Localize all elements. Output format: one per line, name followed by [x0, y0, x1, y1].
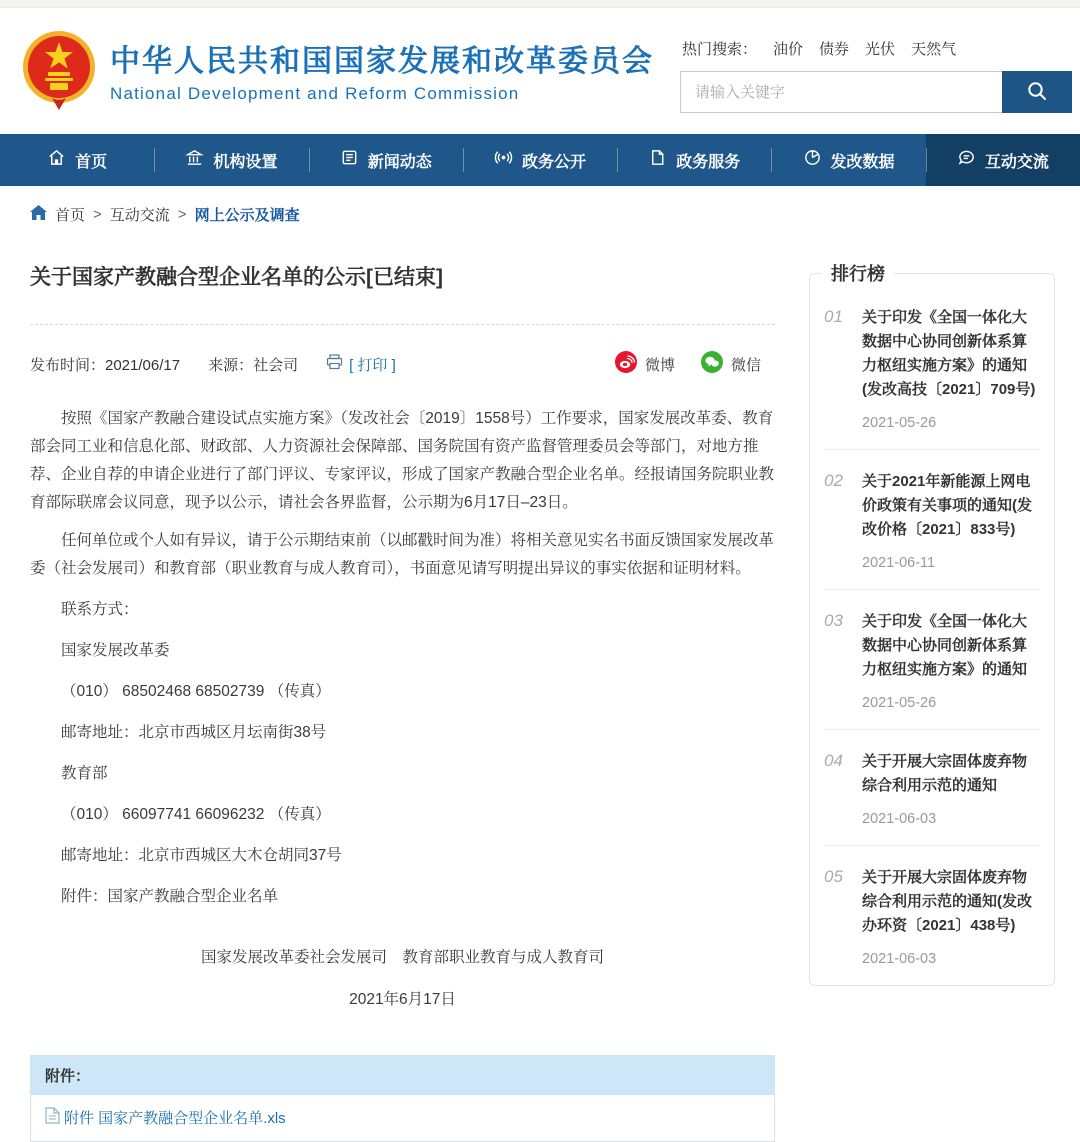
hot-term-pv[interactable]: 光伏 [865, 41, 896, 58]
share-weibo-label: 微博 [644, 356, 675, 374]
paragraph: 按照《国家产教融合建设试点实施方案》（发改社会〔2019〕1558号）工作要求，国家发展改革委、教育部会同工业和信息化部、财政部、人力资源社会保障部、国务院国有资产监督管理委员会等部门，对地方推荐、企业自荐的申请企业进行了部门评议、专家评议，形成了国家产教融合型企业名单。经报请国务院职业教育部际联席会议同意，现予以公示，请社会各界监督，公示期为6月17日–23日。 [30, 410, 775, 512]
rank-number: 04 [824, 751, 843, 770]
nav-label: 新闻动态 [367, 153, 432, 171]
nav-label: 政务公开 [521, 153, 586, 171]
attachment-link-label[interactable]: 附件 国家产教融合型企业名单.xls [64, 1110, 286, 1128]
print-icon [326, 354, 343, 374]
title-divider [30, 324, 775, 325]
contact-line: 附件：国家产教融合型企业名单 [61, 888, 279, 906]
list-item[interactable] [824, 846, 1040, 985]
print-link-label[interactable]: [ 打印 ] [349, 356, 396, 374]
rank-number: 02 [824, 471, 843, 490]
contact-line: 邮寄地址：北京市西城区大木仓胡同37号 [61, 847, 342, 865]
hot-term-oil[interactable]: 油价 [773, 41, 804, 58]
paragraph: 任何单位或个人如有异议，请于公示期结束前（以邮戳时间为准）将相关意见实名书面反馈国家发展改革委（社会发展司）和教育部（职业教育与成人教育司），书面意见请写明提出异议的事实依据和证明材料。 [30, 532, 775, 578]
rank-number: 01 [824, 307, 843, 326]
hot-term-bond[interactable]: 债券 [819, 41, 850, 58]
contact-line: 国家发展改革委 [61, 642, 170, 660]
contact-line: 联系方式： [61, 601, 139, 619]
rank-item-date: 2021-06-03 [862, 811, 937, 827]
breadcrumb-separator: > [93, 206, 102, 223]
top-strip [0, 0, 1080, 8]
nav-label: 发改数据 [830, 153, 895, 171]
file-icon [45, 1107, 60, 1128]
nav-label: 互动交流 [984, 153, 1049, 171]
share-wechat[interactable] [701, 351, 761, 377]
ranking-box [809, 264, 1055, 986]
rank-item-date: 2021-05-26 [862, 695, 937, 711]
share-wechat-label: 微信 [730, 356, 761, 374]
weibo-icon [615, 351, 637, 377]
rank-item-date: 2021-06-03 [862, 951, 937, 967]
broadcast-icon [494, 148, 513, 172]
share-group [615, 351, 775, 377]
rank-number: 03 [824, 611, 843, 630]
nav-item-gov-disclosure[interactable] [463, 134, 617, 186]
list-item[interactable] [824, 450, 1040, 590]
nav-label: 机构设置 [213, 153, 278, 171]
chat-icon [957, 148, 976, 172]
nav-label: 政务服务 [676, 153, 741, 171]
nav-item-home[interactable] [0, 134, 154, 186]
signature-date: 2021年6月17日 [349, 991, 456, 1009]
rank-item-date: 2021-06-11 [862, 555, 936, 571]
pie-chart-icon [803, 148, 822, 172]
rank-item-title[interactable]: 关于印发《全国一体化大数据中心协同创新体系算力枢纽实施方案》的通知(发改高技〔2021〕709号) [862, 309, 1036, 398]
site-title-en: National Development and Reform Commission [110, 84, 520, 103]
site-header [0, 8, 1080, 134]
signature: 国家发展改革委社会发展司 教育部职业教育与成人教育司 [200, 949, 604, 967]
page-title: 关于国家产教融合型企业名单的公示[已结束] [30, 266, 443, 289]
nav-label: 首页 [75, 153, 108, 171]
rank-item-title[interactable]: 关于开展大宗固体废弃物综合利用示范的通知(发改办环资〔2021〕438号) [862, 869, 1032, 934]
search-input[interactable] [680, 71, 1002, 113]
nav-item-organization[interactable] [154, 134, 308, 186]
print-action[interactable] [326, 354, 396, 375]
rank-item-title[interactable]: 关于印发《全国一体化大数据中心协同创新体系算力枢纽实施方案》的通知 [862, 613, 1028, 678]
breadcrumb-home-icon [30, 205, 47, 224]
institution-icon [185, 148, 204, 172]
list-item[interactable] [824, 730, 1040, 846]
share-weibo[interactable] [615, 351, 675, 377]
breadcrumb-separator: > [177, 206, 187, 223]
hot-search-label: 热门搜索： [682, 41, 758, 58]
rank-item-date: 2021-05-26 [862, 415, 937, 431]
hot-term-gas[interactable]: 天然气 [911, 41, 957, 58]
rank-item-title[interactable]: 关于2021年新能源上网电价政策有关事项的通知(发改价格〔2021〕833号) [862, 473, 1032, 538]
wechat-icon [701, 351, 723, 377]
breadcrumb-item-home[interactable]: 首页 [55, 207, 86, 224]
nav-item-gov-services[interactable] [617, 134, 771, 186]
contact-line: （010） 68502468 68502739 （传真） [61, 683, 331, 701]
breadcrumb-item-current[interactable]: 网上公示及调查 [194, 207, 300, 224]
contact-line: （010） 66097741 66096232 （传真） [61, 806, 331, 824]
article-source: 来源：社会司 [208, 356, 299, 374]
site-title-cn: 中华人民共和国国家发展和改革委员会 [110, 45, 654, 78]
article-meta [30, 351, 775, 377]
nav-item-ndrc-data[interactable] [771, 134, 925, 186]
attachment-link[interactable] [45, 1107, 286, 1128]
nav-item-interaction[interactable] [926, 134, 1080, 186]
news-icon [340, 148, 359, 172]
home-icon [47, 148, 66, 172]
list-item[interactable] [824, 286, 1040, 450]
hot-search-row [680, 38, 1072, 59]
document-icon [648, 148, 667, 172]
breadcrumb-item-interaction[interactable]: 互动交流 [109, 207, 170, 224]
main-nav [0, 134, 1080, 186]
brand-text [110, 36, 654, 104]
publish-time: 发布时间：2021/06/17 [30, 356, 181, 374]
rank-number: 05 [824, 867, 843, 886]
list-item[interactable] [824, 590, 1040, 730]
article-body [30, 405, 775, 1009]
attachment-body [31, 1095, 774, 1141]
contact-line: 教育部 [61, 765, 108, 783]
rank-item-title[interactable]: 关于开展大宗固体废弃物综合利用示范的通知 [862, 753, 1028, 794]
breadcrumb [0, 186, 1080, 237]
national-emblem-logo [22, 30, 96, 110]
article-column [30, 237, 775, 1142]
nav-item-news[interactable] [309, 134, 463, 186]
search-icon [1026, 80, 1048, 105]
main-area [0, 237, 1080, 1142]
search-button[interactable] [1002, 71, 1072, 113]
search-bar [680, 71, 1072, 113]
attachment-header: 附件： [31, 1056, 774, 1095]
header-search-area [680, 38, 1072, 113]
contact-line: 邮寄地址：北京市西城区月坛南街38号 [61, 724, 327, 742]
attachment-box [30, 1055, 775, 1142]
sidebar [809, 259, 1055, 1142]
ranking-title: 排行榜 [822, 260, 894, 286]
